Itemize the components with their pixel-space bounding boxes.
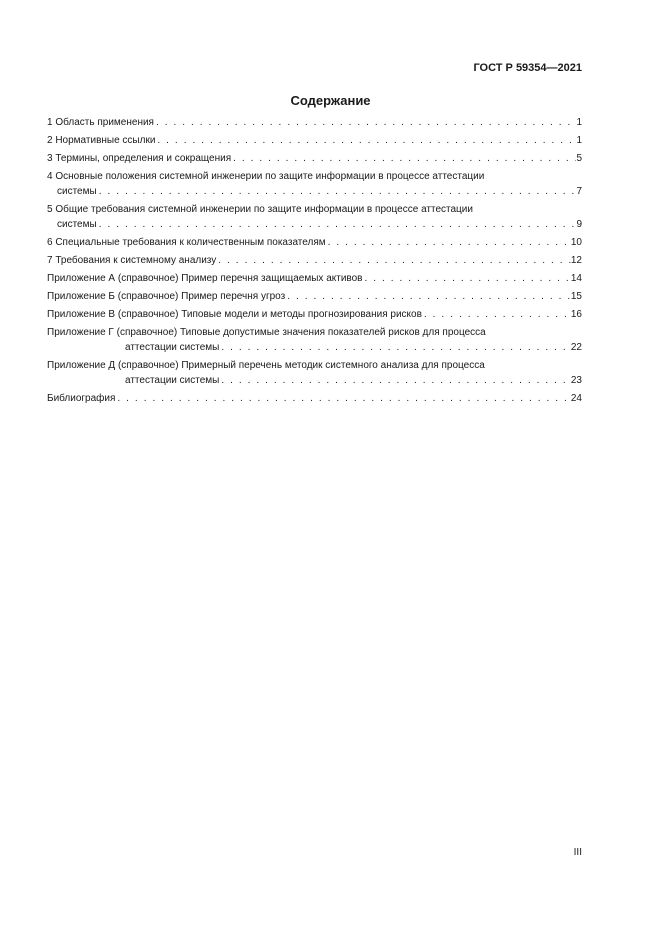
toc-page-number: 14 — [570, 273, 582, 284]
toc-entry-label: 7 Требования к системному анализу — [47, 255, 217, 266]
toc-leader-dots — [231, 151, 576, 166]
toc-entry — [47, 307, 582, 322]
toc-entry — [47, 358, 582, 388]
toc-leader-dots — [155, 133, 576, 148]
toc-page-number: 9 — [576, 219, 582, 230]
toc-leader-dots — [216, 253, 571, 268]
toc-page-number: 1 — [576, 117, 582, 128]
toc-entry-label: Приложение А (справочное) Пример перечня защищаемых активов — [47, 273, 363, 284]
toc-leader-dots — [285, 289, 571, 304]
toc-entry-label: Приложение Д (справочное) Примерный перечень методик системного анализа для процесса — [47, 360, 485, 371]
toc-entry — [47, 391, 582, 406]
toc-entry-label: Приложение Г (справочное) Типовые допустимые значения показателей рисков для процесса — [47, 327, 486, 338]
toc-page-number: 10 — [570, 237, 582, 248]
toc-entry-label: 4 Основные положения системной инженерии по защите информации в процессе аттестации — [47, 171, 485, 182]
page-number: III — [573, 847, 582, 858]
toc-page-number: 5 — [576, 153, 582, 164]
toc-entry — [47, 202, 582, 232]
toc-entry-label-continued: аттестации системы — [125, 342, 220, 353]
toc-leader-dots — [219, 373, 571, 388]
toc-entry-label-continued: системы — [57, 219, 97, 230]
toc-leader-dots — [363, 271, 571, 286]
toc-page-number: 1 — [576, 135, 582, 146]
toc-entry — [47, 325, 582, 355]
toc-entry — [47, 289, 582, 304]
toc-leader-dots — [97, 184, 577, 199]
toc-entry-label: 1 Область применения — [47, 117, 154, 128]
toc-entry-label: 2 Нормативные ссылки — [47, 135, 156, 146]
toc-leader-dots — [115, 391, 570, 406]
toc-leader-dots — [154, 115, 576, 130]
toc-entry — [47, 169, 582, 199]
toc-entry-label: 3 Термины, определения и сокращения — [47, 153, 232, 164]
toc-entry-label: Приложение Б (справочное) Пример перечня угроз — [47, 291, 286, 302]
toc-entry — [47, 115, 582, 130]
toc-entry-label: Приложение В (справочное) Типовые модели и методы прогнозирования рисков — [47, 309, 422, 320]
toc-entry — [47, 271, 582, 286]
toc-leader-dots — [422, 307, 571, 322]
toc-page-number: 7 — [576, 186, 582, 197]
toc-entry-label: 5 Общие требования системной инженерии по защите информации в процессе аттестации — [47, 204, 473, 215]
toc-page-number: 22 — [570, 342, 582, 353]
toc-leader-dots — [219, 340, 571, 355]
toc-page-number: 15 — [570, 291, 582, 302]
toc-page-number: 12 — [570, 255, 582, 266]
toc-leader-dots — [97, 217, 577, 232]
toc-page-number: 16 — [570, 309, 582, 320]
toc-page-number: 24 — [570, 393, 582, 404]
toc-entry-label: 6 Специальные требования к количественным показателям — [47, 237, 326, 248]
toc-entry-label-continued: аттестации системы — [125, 375, 220, 386]
page-title: Содержание — [290, 93, 371, 108]
toc-page-number: 23 — [570, 375, 582, 386]
table-of-contents — [47, 115, 582, 406]
toc-entry — [47, 151, 582, 166]
toc-leader-dots — [326, 235, 571, 250]
toc-entry-label-continued: системы — [57, 186, 97, 197]
toc-entry — [47, 133, 582, 148]
toc-entry — [47, 253, 582, 268]
standard-number: ГОСТ Р 59354—2021 — [473, 62, 582, 74]
toc-entry — [47, 235, 582, 250]
toc-entry-label: Библиография — [47, 393, 116, 404]
